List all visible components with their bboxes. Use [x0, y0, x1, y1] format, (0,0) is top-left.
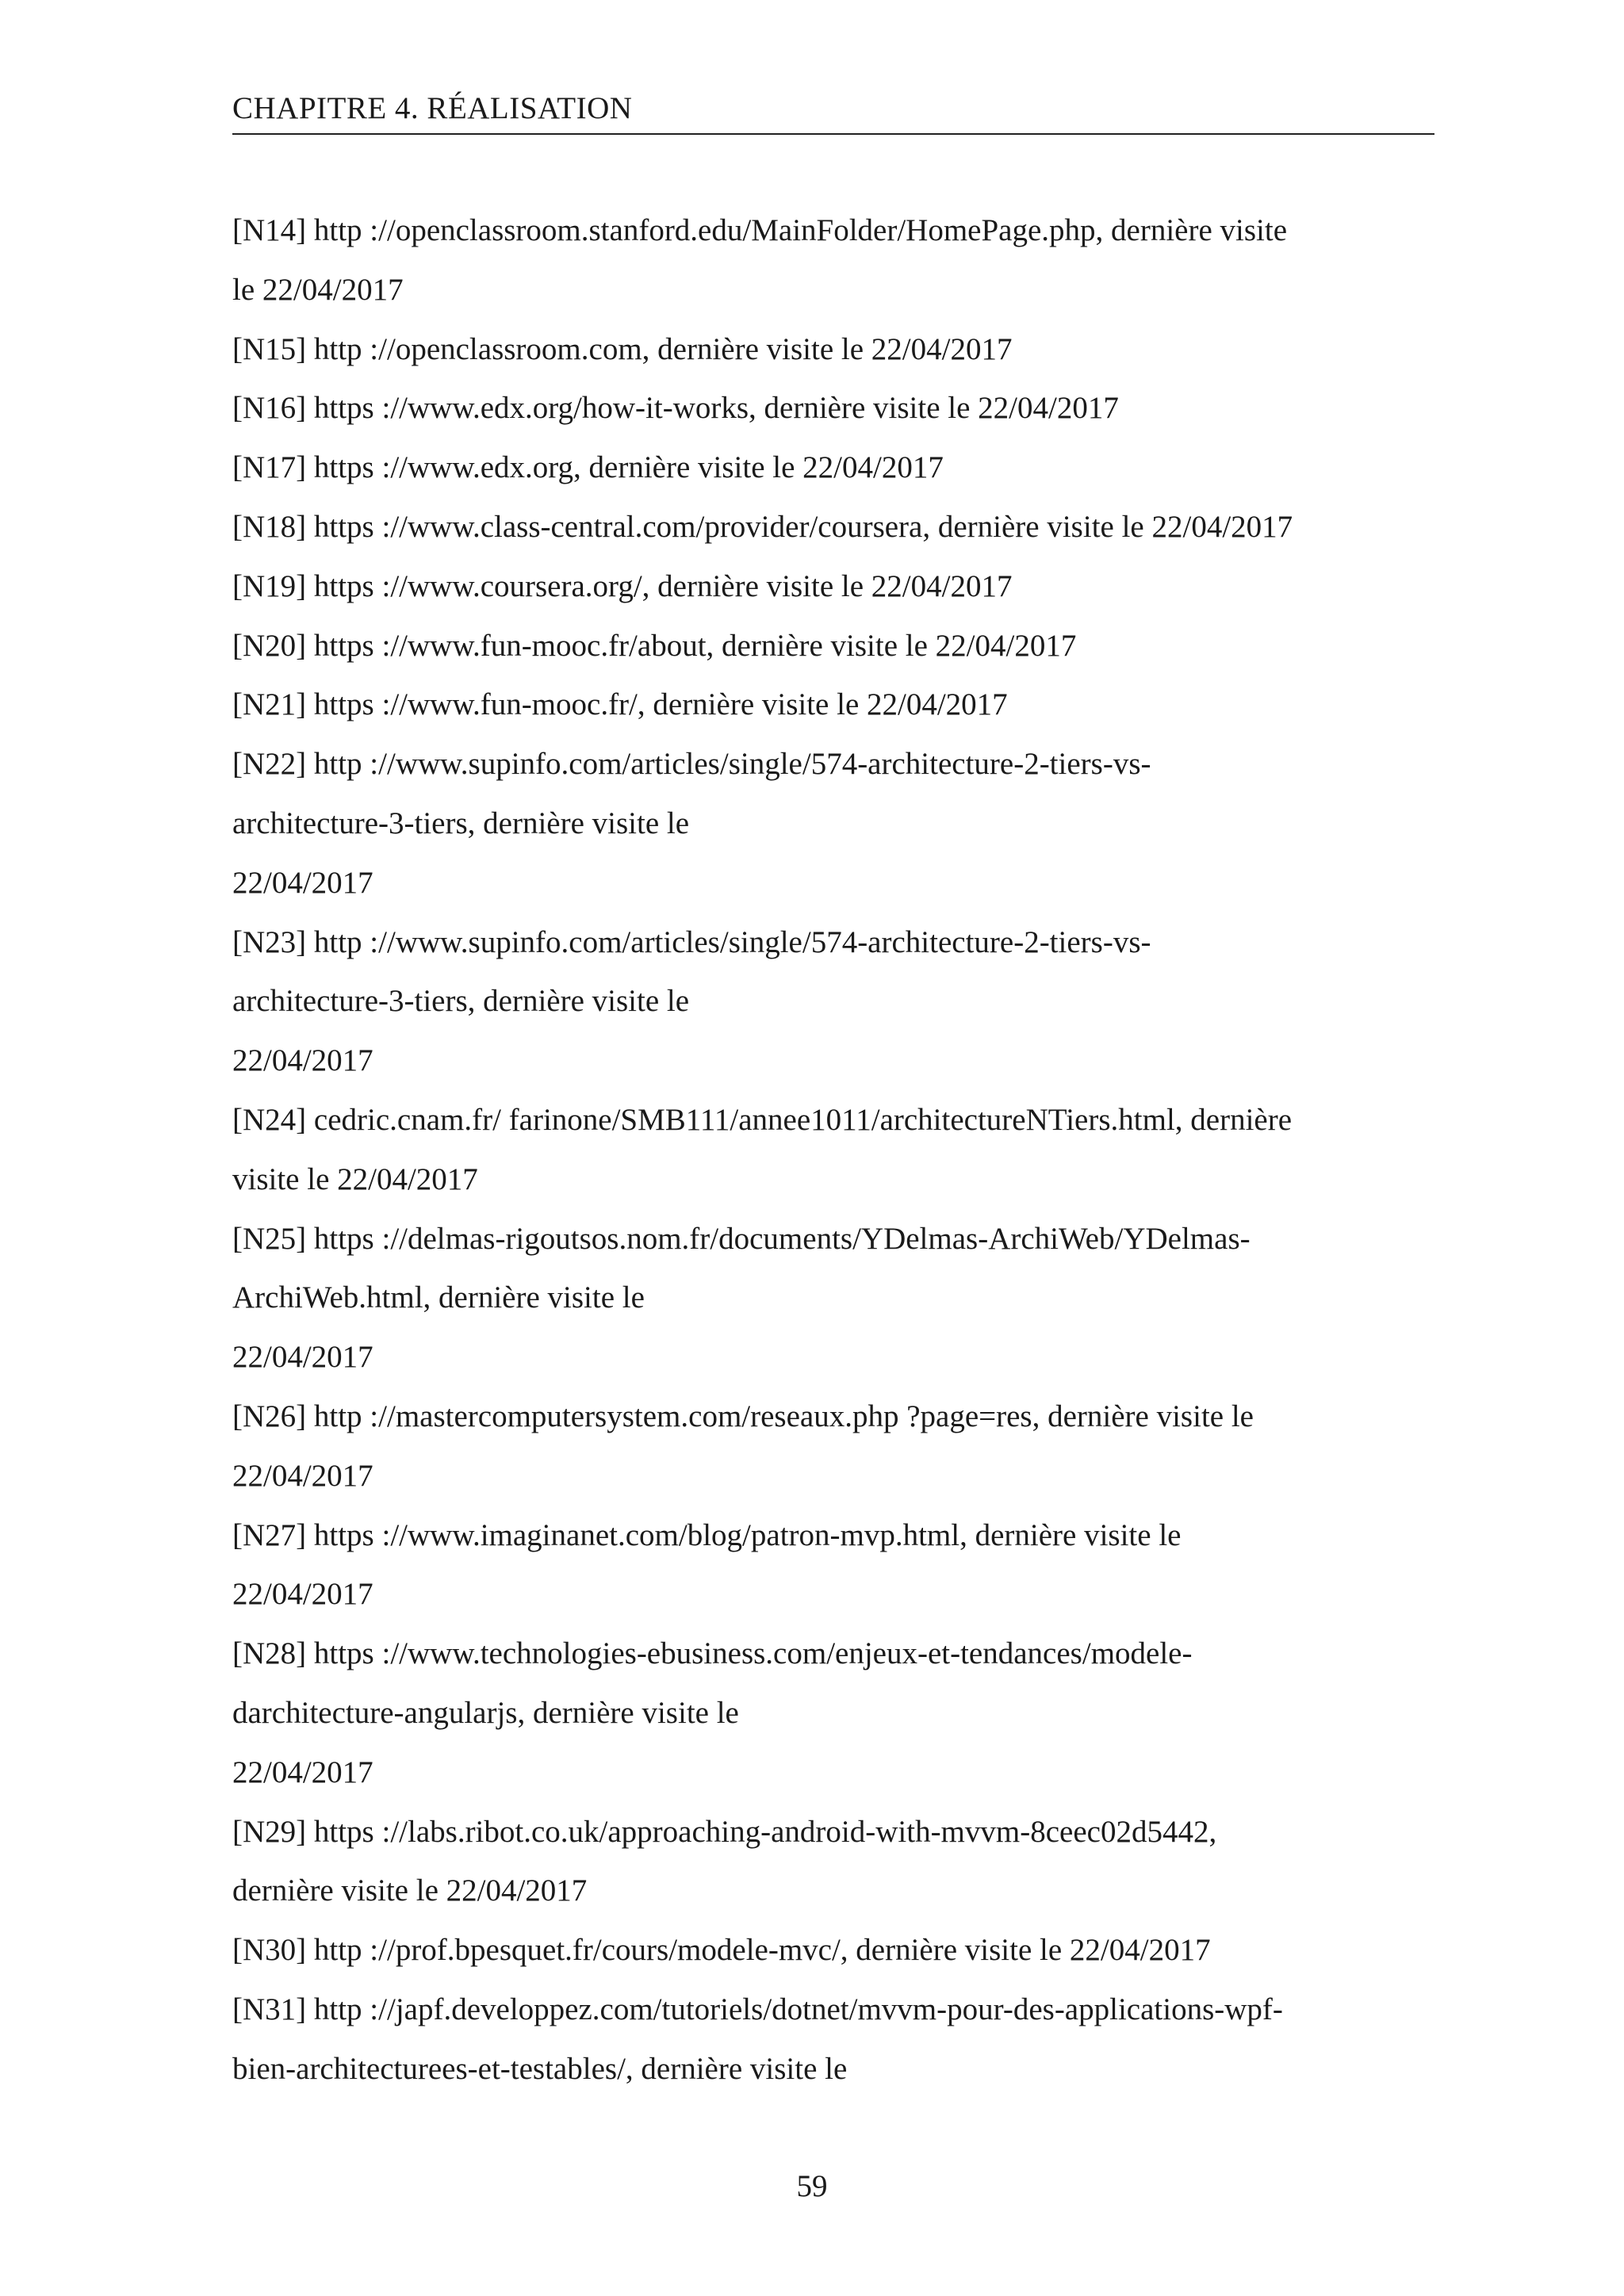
chapter-title: CHAPITRE 4. RÉALISATION	[232, 91, 633, 125]
reference-line: [N21] https ://www.fun-mooc.fr/, dernière visite le 22/04/2017	[232, 687, 1008, 722]
reference-list	[232, 201, 1434, 2099]
reference-line: [N19] https ://www.coursera.org/, dernière visite le 22/04/2017	[232, 568, 1013, 603]
reference-line: 22/04/2017	[232, 865, 373, 900]
reference-line: [N23] http ://www.supinfo.com/articles/single/574-architecture-2-tiers-vs-	[232, 924, 1151, 959]
reference-line: [N18] https ://www.class-central.com/provider/coursera, dernière visite le 22/04/2017	[232, 509, 1293, 544]
page-number: 59	[796, 2169, 828, 2203]
reference-line: [N30] http ://prof.bpesquet.fr/cours/modele-mvc/, dernière visite le 22/04/2017	[232, 1933, 1211, 1968]
reference-line: visite le 22/04/2017	[232, 1161, 478, 1196]
reference-line: 22/04/2017	[232, 1043, 373, 1078]
reference-line: [N16] https ://www.edx.org/how-it-works, dernière visite le 22/04/2017	[232, 391, 1119, 426]
reference-line: bien-architecturees-et-testables/, dernière visite le	[232, 2051, 848, 2086]
reference-line: 22/04/2017	[232, 1755, 373, 1789]
reference-line: architecture-3-tiers, dernière visite le	[232, 806, 690, 840]
reference-line: [N20] https ://www.fun-mooc.fr/about, dernière visite le 22/04/2017	[232, 628, 1077, 663]
reference-line: [N15] http ://openclassroom.com, dernière visite le 22/04/2017	[232, 331, 1013, 366]
reference-line: le 22/04/2017	[232, 272, 404, 307]
reference-line: [N25] https ://delmas-rigoutsos.nom.fr/documents/YDelmas-ArchiWeb/YDelmas-	[232, 1221, 1251, 1256]
running-header	[232, 89, 1434, 135]
reference-line: architecture-3-tiers, dernière visite le	[232, 984, 690, 1019]
reference-line: ArchiWeb.html, dernière visite le	[232, 1280, 645, 1315]
reference-line: darchitecture-angularjs, dernière visite le	[232, 1695, 739, 1730]
reference-line: [N26] http ://mastercomputersystem.com/reseaux.php ?page=res, dernière visite le	[232, 1399, 1254, 1433]
reference-line: 22/04/2017	[232, 1577, 373, 1612]
reference-line: [N28] https ://www.technologies-ebusiness.com/enjeux-et-tendances/modele-	[232, 1636, 1193, 1671]
reference-line: [N22] http ://www.supinfo.com/articles/single/574-architecture-2-tiers-vs-	[232, 747, 1151, 782]
reference-line: dernière visite le 22/04/2017	[232, 1873, 588, 1908]
reference-line: [N17] https ://www.edx.org, dernière visite le 22/04/2017	[232, 450, 944, 485]
reference-line: [N29] https ://labs.ribot.co.uk/approaching-android-with-mvvm-8ceec02d5442,	[232, 1814, 1217, 1849]
reference-line: [N14] http ://openclassroom.stanford.edu/MainFolder/HomePage.php, dernière visite	[232, 213, 1288, 247]
reference-line: 22/04/2017	[232, 1458, 373, 1493]
reference-line: [N31] http ://japf.developpez.com/tutoriels/dotnet/mvvm-pour-des-applications-wpf-	[232, 1992, 1283, 2026]
reference-line: [N24] cedric.cnam.fr/ farinone/SMB111/annee1011/architectureNTiers.html, dernière	[232, 1102, 1293, 1137]
reference-line: 22/04/2017	[232, 1340, 373, 1375]
reference-line: [N27] https ://www.imaginanet.com/blog/patron-mvp.html, dernière visite le	[232, 1517, 1182, 1552]
